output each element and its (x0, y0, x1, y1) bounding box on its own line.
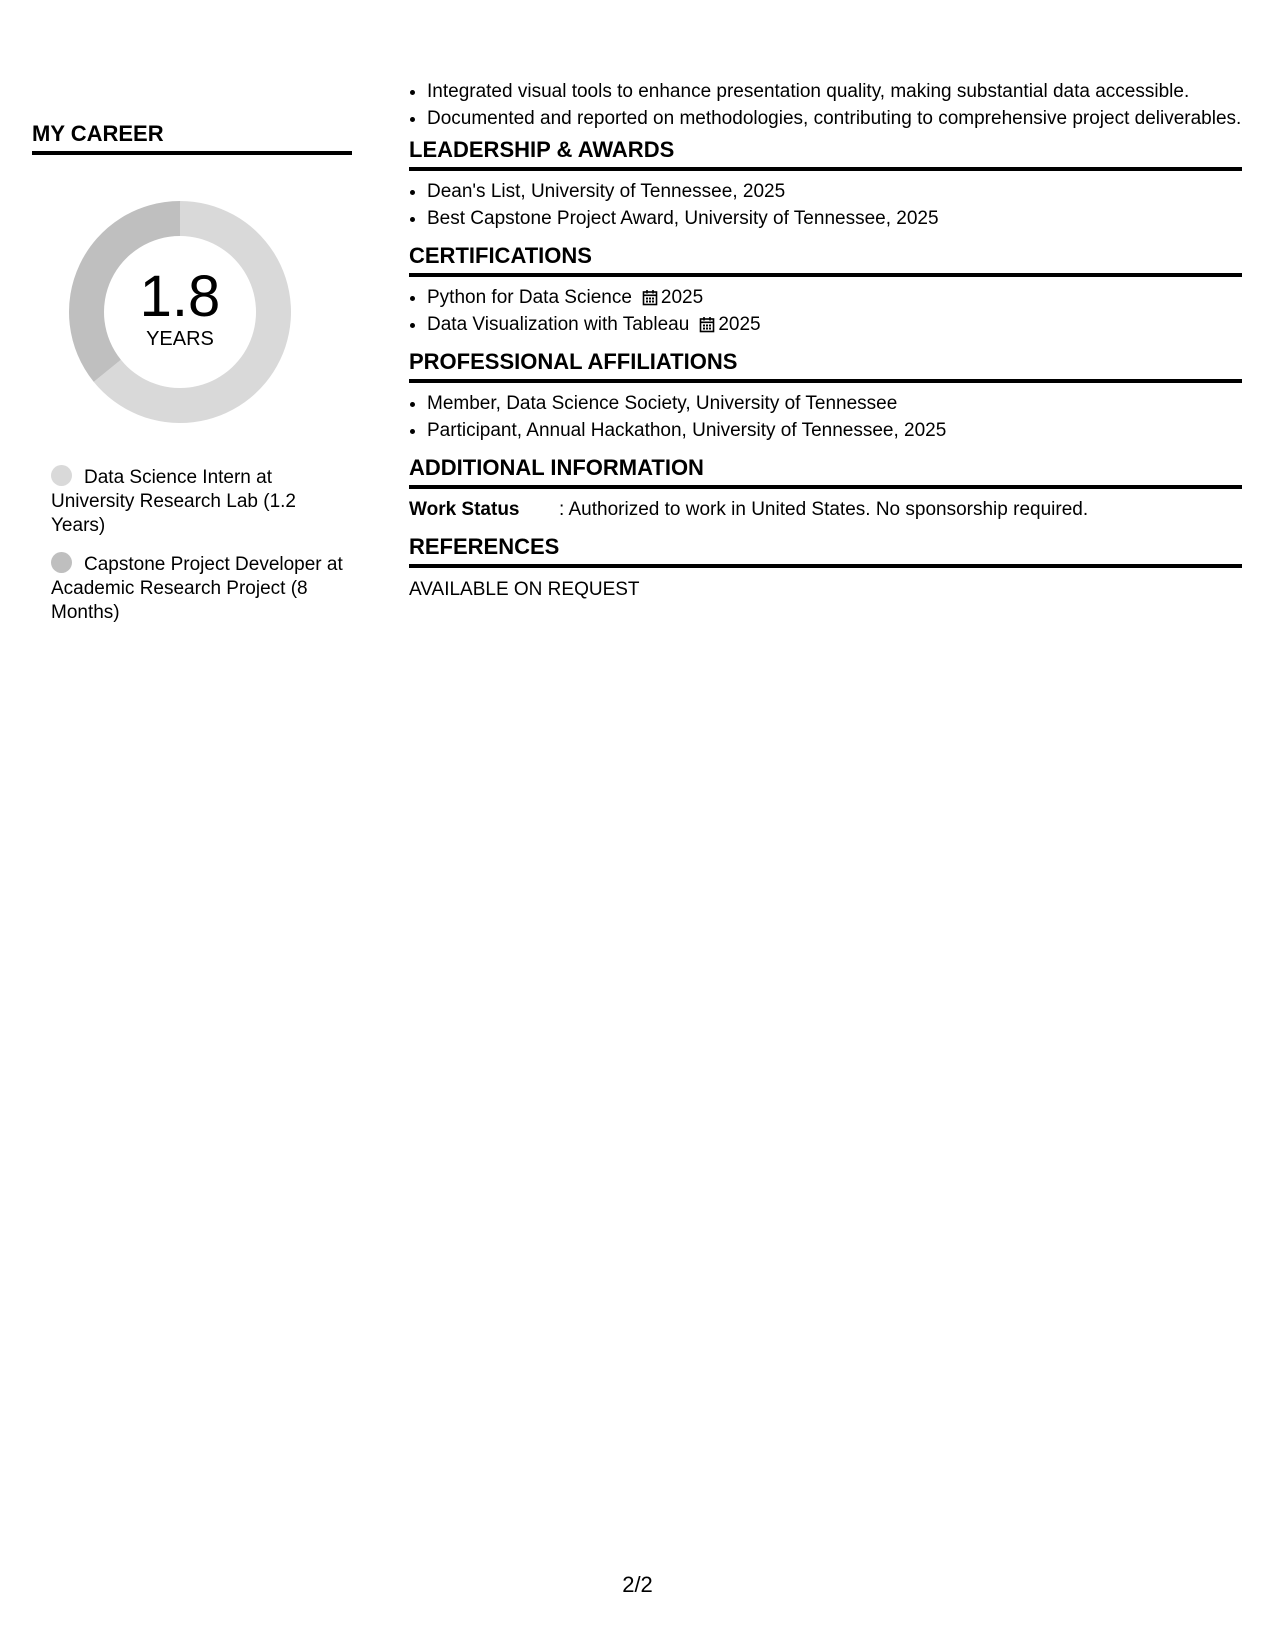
legend-label-capstone: Capstone Project Developer at Academic Research Project (8 Months) (51, 554, 343, 623)
list-item: • Integrated visual tools to enhance presentation quality, making substantial data accessible. (427, 78, 1242, 105)
legend-label-intern: Data Science Intern at University Research Lab (1.2 Years) (51, 467, 296, 536)
certification-year: 2025 (660, 287, 704, 308)
career-legend (51, 465, 351, 625)
leadership-list (409, 178, 1242, 232)
certification-name: Python for Data Science (427, 287, 632, 308)
legend-dot-capstone (51, 552, 72, 573)
total-years-unit: YEARS (146, 328, 214, 350)
career-donut-chart (65, 197, 295, 427)
work-status-value: : Authorized to work in United States. No sponsorship required. (559, 499, 1089, 520)
career-title: MY CAREER (32, 120, 352, 155)
legend-item-intern (51, 465, 351, 538)
certifications-list (409, 284, 1242, 338)
calendar-icon (699, 316, 715, 333)
page-number: 2/2 (622, 1572, 653, 1597)
leadership-title: LEADERSHIP & AWARDS (409, 136, 1242, 171)
additional-info-section (409, 454, 1242, 523)
experience-bullets (409, 78, 1242, 132)
affiliations-list (409, 390, 1242, 444)
certification-name: Data Visualization with Tableau (427, 314, 690, 335)
additional-info-title: ADDITIONAL INFORMATION (409, 454, 1242, 489)
list-item: • Dean's List, University of Tennessee, 2025 (427, 178, 1242, 205)
certifications-section (409, 242, 1242, 338)
references-text: AVAILABLE ON REQUEST (409, 579, 640, 600)
list-item: • Documented and reported on methodologies, contributing to comprehensive project deliverables. (427, 105, 1242, 132)
certifications-title: CERTIFICATIONS (409, 242, 1242, 277)
list-item (427, 284, 1242, 311)
work-status-row (409, 496, 1242, 523)
list-item (427, 311, 1242, 338)
legend-item-capstone (51, 552, 351, 625)
main-content (409, 78, 1242, 613)
list-item: • Member, Data Science Society, University of Tennessee (427, 390, 1242, 417)
list-item: • Participant, Annual Hackathon, University of Tennessee, 2025 (427, 417, 1242, 444)
references-section (409, 533, 1242, 603)
work-status-label: Work Status (409, 499, 520, 520)
list-item: • Best Capstone Project Award, University of Tennessee, 2025 (427, 205, 1242, 232)
donut-center (65, 197, 295, 427)
references-title: REFERENCES (409, 533, 1242, 568)
affiliations-section (409, 348, 1242, 444)
career-panel (32, 120, 352, 639)
affiliations-title: PROFESSIONAL AFFILIATIONS (409, 348, 1242, 383)
calendar-icon (642, 289, 658, 306)
certification-year: 2025 (718, 314, 761, 335)
leadership-section (409, 136, 1242, 232)
total-years-value: 1.8 (139, 264, 221, 329)
legend-dot-intern (51, 465, 72, 486)
